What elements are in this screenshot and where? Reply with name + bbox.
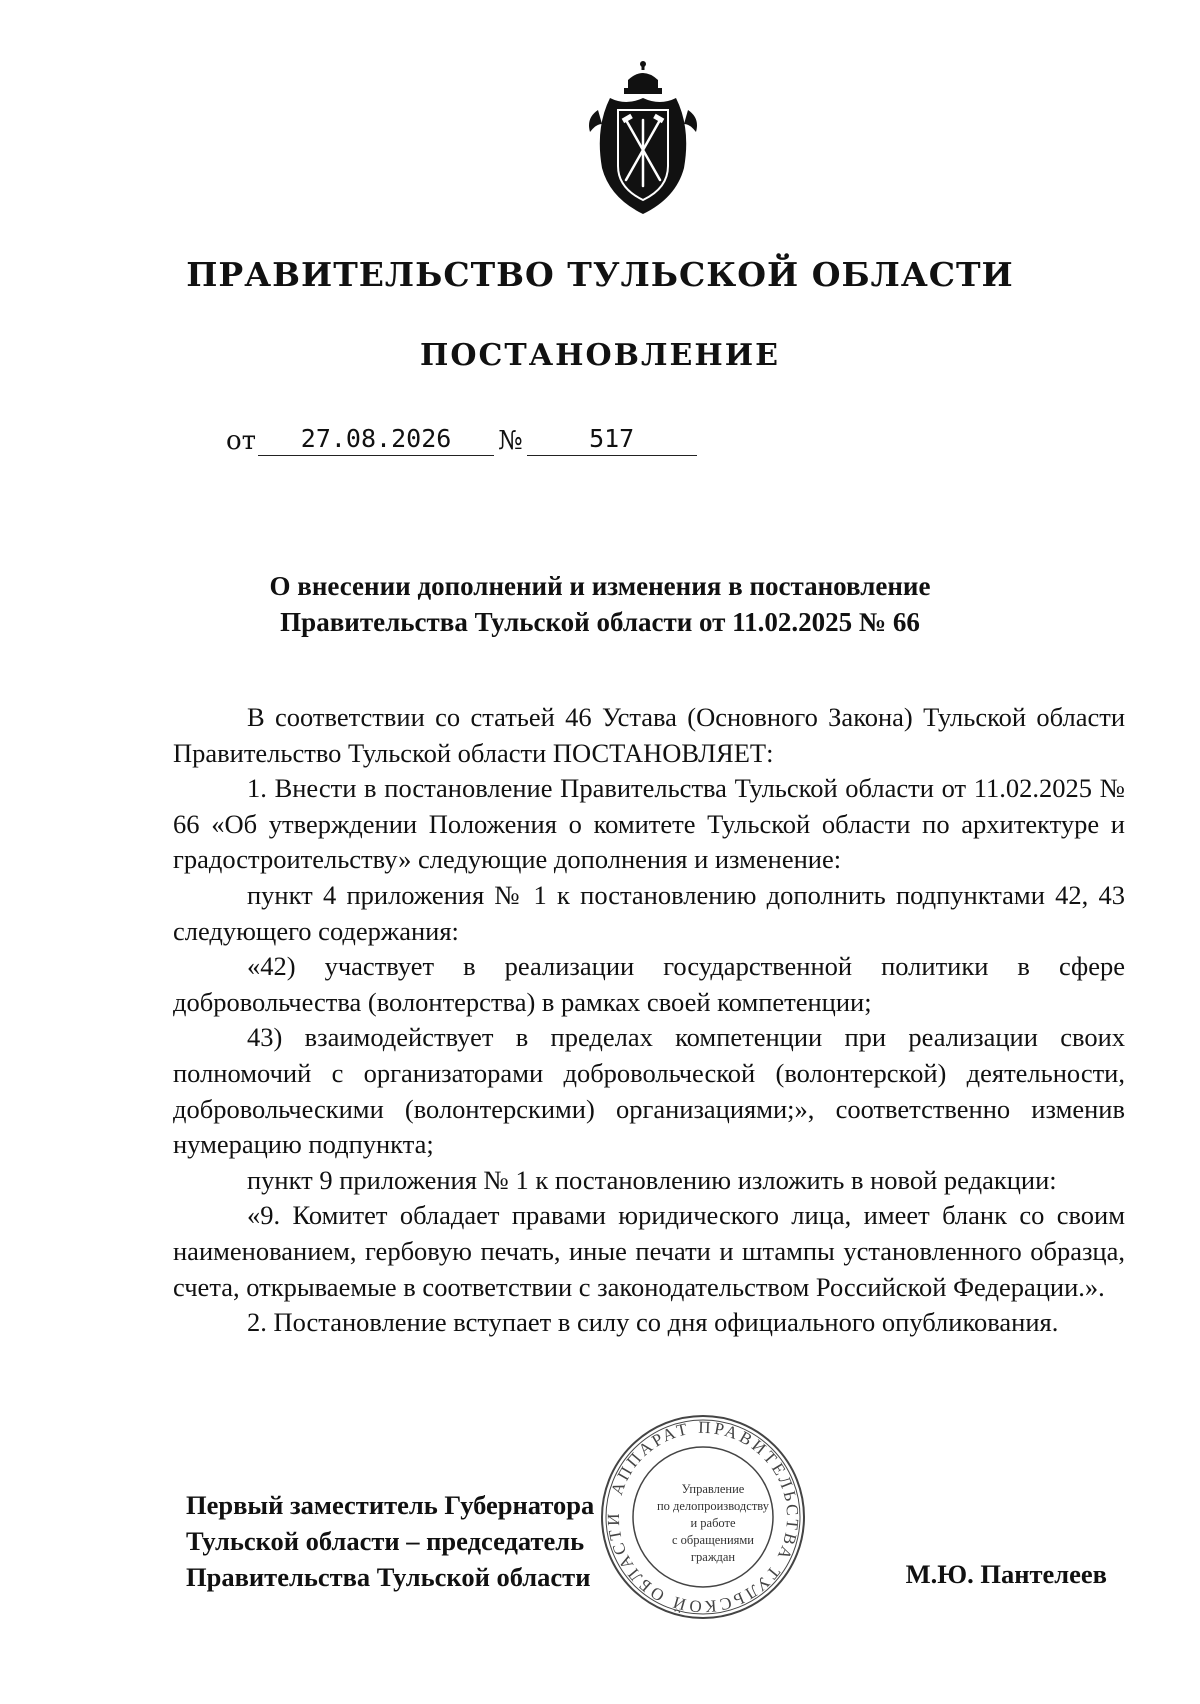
body-paragraph: «42) участвует в реализации государственной политики в сфере добровольчества (волонтерства) в рамках своей компетенции; — [173, 951, 1125, 1017]
signatory-name: М.Ю. Пантелеев — [905, 1559, 1107, 1589]
body-paragraph: 43) взаимодействует в пределах компетенции при реализации своих полномочий с организаторами добровольческой (волонтерской) деятельности, добровольческими (волонтерскими) организациями;», соответственно изменив нумерацию подпункта; — [173, 1022, 1125, 1160]
stamp-ring-text: АППАРАТ ПРАВИТЕЛЬСТВА ТУЛЬСКОЙ ОБЛАСТИ — [603, 1417, 803, 1617]
stamp-inner-line: Управление — [681, 1482, 745, 1496]
date-prefix: от — [226, 426, 257, 456]
registration-line — [226, 424, 697, 456]
subject-line: О внесении дополнений и изменения в постановление — [269, 571, 931, 601]
body-paragraph: пункт 4 приложения № 1 к постановлению дополнить подпунктами 42, 43 следующего содержания: — [173, 879, 1125, 946]
signatory-position — [186, 1487, 594, 1595]
document-body — [173, 700, 1125, 1341]
body-paragraph: пункт 9 приложения № 1 к постановлению изложить в новой редакции: — [247, 1164, 1057, 1195]
organization-title: ПРАВИТЕЛЬСТВО ТУЛЬСКОЙ ОБЛАСТИ — [186, 255, 1014, 294]
stamp-inner-line: по делопроизводству — [656, 1499, 770, 1513]
signatory-position-line: Тульской области – председатель — [186, 1526, 585, 1556]
stamp-inner-line: и работе — [690, 1516, 736, 1530]
number-prefix: № — [498, 426, 523, 456]
stamp-inner-line: граждан — [690, 1550, 736, 1564]
document-type-title: ПОСТАНОВЛЕНИЕ — [420, 338, 780, 373]
subject-line: Правительства Тульской области от 11.02.2025 № 66 — [280, 607, 920, 637]
stamp-inner-text — [653, 1481, 773, 1566]
document-subject — [0, 568, 1200, 640]
coat-of-arms-emblem — [580, 58, 706, 218]
document-number: 517 — [527, 424, 697, 456]
body-paragraph: «9. Комитет обладает правами юридического лица, имеет бланк со своим наименованием, гербовую печать, иные печати и штампы установленного образца, счета, открываемые в соответствии с законодательством Российской Федерации.». — [173, 1200, 1125, 1302]
signatory-position-line: Правительства Тульской области — [186, 1562, 591, 1592]
body-paragraph: 2. Постановление вступает в силу со дня официального опубликования. — [247, 1307, 1059, 1338]
document-date: 27.08.2026 — [258, 424, 494, 456]
body-paragraph: В соответствии со статьей 46 Устава (Основного Закона) Тульской области Правительство Тульской области ПОСТАНОВЛЯЕТ: — [173, 702, 1125, 768]
signatory-position-line: Первый заместитель Губернатора — [186, 1490, 595, 1520]
stamp-inner-line: с обращениями — [672, 1533, 754, 1547]
body-paragraph: 1. Внести в постановление Правительства Тульской области от 11.02.2025 № 66 «Об утверждении Положения о комитете Тульской области по архитектуре и градостроительству» следующие дополнения и изменение: — [173, 773, 1125, 875]
